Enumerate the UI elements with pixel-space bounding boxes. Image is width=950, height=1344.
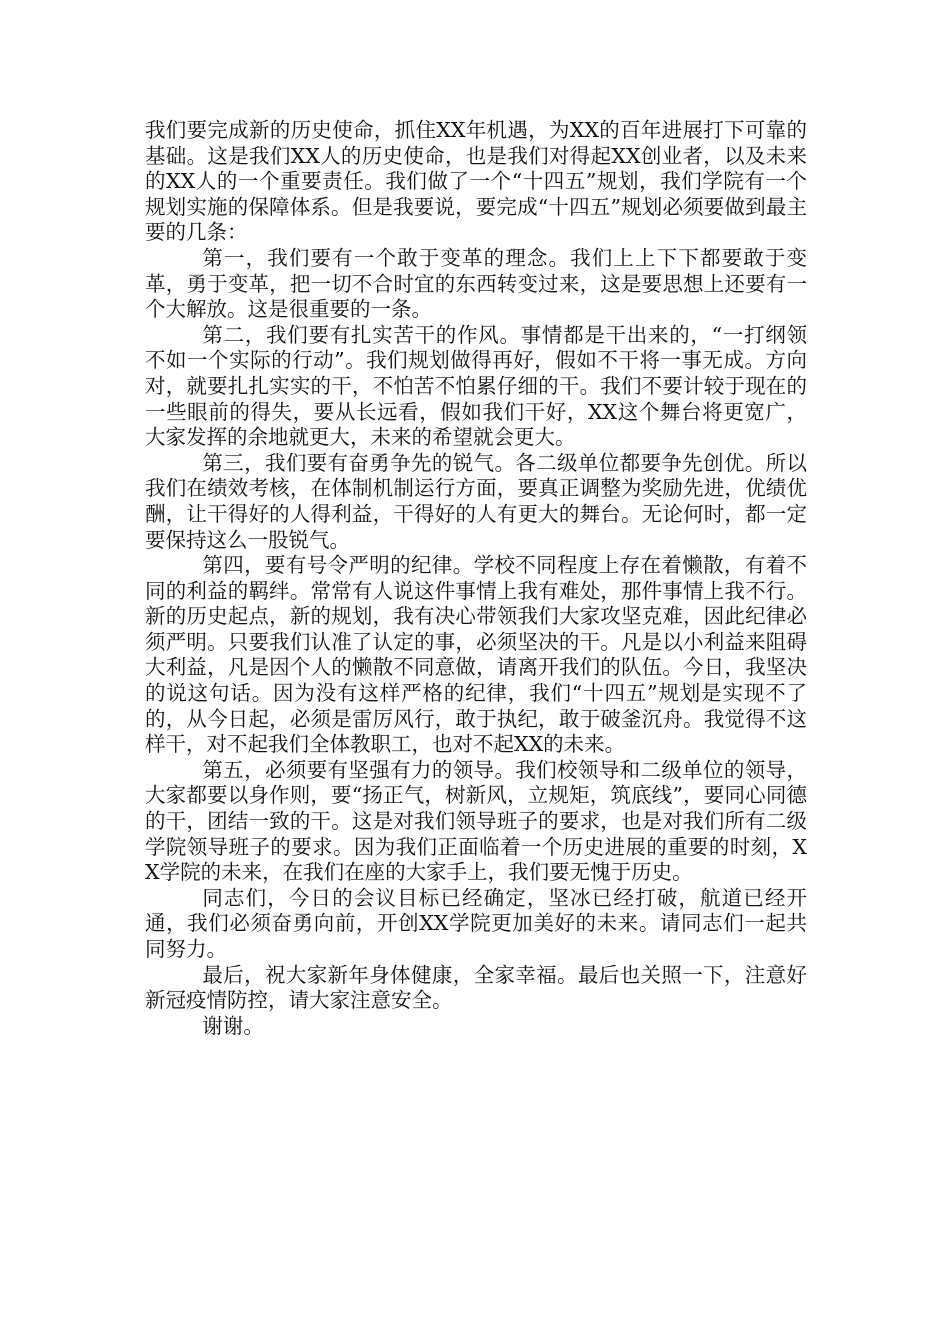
paragraph-thanks: 谢谢。 [202, 1013, 264, 1038]
paragraph-point-3: 第三，我们要有奋勇争先的锐气。各二级单位都要争先创优。所以我们在绩效考核，在体制机制运行方面，要真正调整为奖励先进，优绩优酬，让干得好的人得利益，干得好的人有更大的舞台。无论何时，都一定要保持这么一股锐气。 [145, 450, 807, 552]
paragraph-point-1: 第一，我们要有一个敢于变革的理念。我们上上下下都要敢于变革，勇于变革，把一切不合时宜的东西转变过来，这是要思想上还要有一个大解放。这是很重要的一条。 [145, 245, 807, 322]
paragraph-point-5: 第五，必须要有坚强有力的领导。我们校领导和二级单位的领导，大家都要以身作则，要“扬正气，树新风，立规矩，筑底线”，要同心同德的干，团结一致的干。这是对我们领导班子的要求，也是对我们所有二级学院领导班子的要求。因为我们正面临着一个历史进展的重要的时刻，XX学院的未来，在我们在座的大家手上，我们要无愧于历史。 [145, 757, 807, 885]
paragraph-point-4: 第四，要有号令严明的纪律。学校不同程度上存在着懒散，有着不同的利益的羁绊。常常有人说这件事情上我有难处，那件事情上我不行。新的历史起点，新的规划，我有决心带领我们大家攻坚克难，因此纪律必须严明。只要我们认准了认定的事，必须坚决的干。凡是以小利益来阻碍大利益，凡是因个人的懒散不同意做，请离开我们的队伍。今日，我坚决的说这句话。因为没有这样严格的纪律，我们“十四五”规划是实现不了的，从今日起，必须是雷厉风行，敢于执纪，敢于破釜沉舟。我觉得不这样干，对不起我们全体教职工，也对不起XX的未来。 [145, 553, 807, 757]
paragraph-call-to-action: 同志们，今日的会议目标已经确定，坚冰已经打破，航道已经开通，我们必须奋勇向前，开创XX学院更加美好的未来。请同志们一起共同努力。 [145, 885, 807, 961]
paragraph-point-2: 第二，我们要有扎实苦干的作风。事情都是干出来的，“一打纲领不如一个实际的行动”。我们规划做得再好，假如不干将一事无成。方向对，就要扎扎实实的干，不怕苦不怕累仔细的干。我们不要计较于现在的一些眼前的得失，要从长远看，假如我们干好，XX这个舞台将更宽广，大家发挥的余地就更大，未来的希望就会更大。 [145, 322, 807, 450]
document-body [145, 118, 807, 1039]
paragraph-closing-wishes: 最后，祝大家新年身体健康，全家幸福。最后也关照一下，注意好新冠疫情防控，请大家注意安全。 [145, 962, 807, 1013]
paragraph-intro: 我们要完成新的历史使命，抓住XX年机遇，为XX的百年进展打下可靠的基础。这是我们XX人的历史使命，也是我们对得起XX创业者，以及未来的XX人的一个重要责任。我们做了一个“十四五”规划，我们学院有一个规划实施的保障体系。但是我要说，要完成“十四五”规划必须要做到最主要的几条： [145, 118, 807, 245]
